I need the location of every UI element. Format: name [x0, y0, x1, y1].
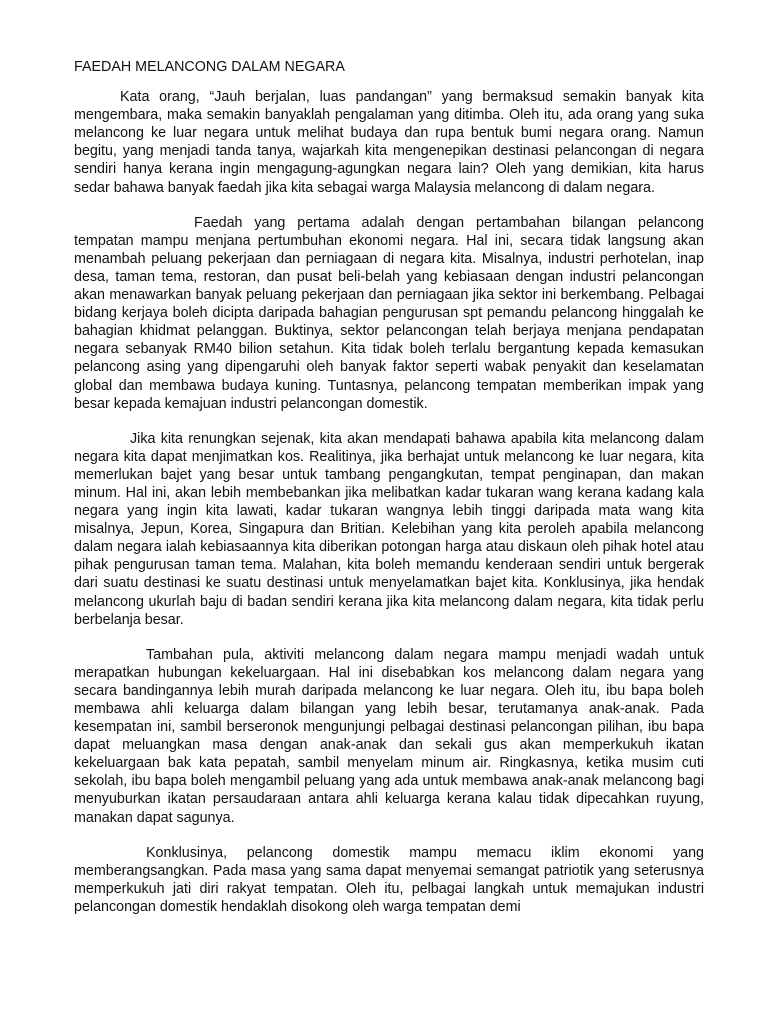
paragraph-economy: Faedah yang pertama adalah dengan pertambahan bilangan pelancong tempatan mampu menjana pertumbuhan ekonomi negara. Hal ini, secara tidak langsung akan menambah peluang pekerjaan dan perniagaan di negara kita. Misalnya, industri perhotelan, inap desa, taman tema, restoran, dan pusat beli-belah yang kebiasaan dengan industri pelancongan akan menawarkan banyak peluang pekerjaan dan perniagaan jika sektor ini berkembang. Pelbagai bidang kerjaya boleh dicipta daripada bahagian pengurusan spt pemandu pelancong hinggalah ke bahagian khidmat pelanggan. Buktinya, sektor pelancongan telah berjaya menjana pendapatan negara sebanyak RM40 bilion setahun. Kita tidak boleh terlalu bergantung kepada kemasukan pelancong asing yang dipengaruhi oleh banyak faktor seperti wabak penyakit dan keselamatan global dan membawa budaya kuning. Tuntasnya, pelancong tempatan memberikan impak yang besar kepada kemajuan industri pelancongan domestik.	[74, 214, 704, 412]
document-title: FAEDAH MELANCONG DALAM NEGARA	[74, 59, 345, 75]
paragraph-conclusion: Konklusinya, pelancong domestik mampu memacu iklim ekonomi yang memberangsangkan. Pada masa yang sama dapat menyemai semangat patriotik yang seterusnya memperkukuh jati diri rakyat tempatan. Oleh itu, pelbagai langkah untuk memajukan industri pelancongan domestik hendaklah disokong oleh warga tempatan demi	[74, 844, 704, 915]
paragraph-family-bonds: Tambahan pula, aktiviti melancong dalam negara mampu menjadi wadah untuk merapatkan hubungan kekeluargaan. Hal ini disebabkan kos melancong dalam negara yang secara bandingannya lebih murah daripada melancong ke luar negara. Oleh itu, ibu bapa boleh membawa ahli keluarga dalam bilangan yang lebih besar, terutamanya anak-anak. Pada kesempatan ini, sambil berseronok mengunjungi pelbagai destinasi pelancongan pilihan, ibu bapa dapat meluangkan masa dengan anak-anak dan sekali gus akan memperkukuh ikatan kekeluargaan bak kata pepatah, sambil menyelam minum air. Ringkasnya, ketika musim cuti sekolah, ibu bapa boleh mengambil peluang yang ada untuk membawa anak-anak melancong bagi menyuburkan ikatan persaudaraan antara ahli keluarga kerana kalau tidak dipecahkan ruyung, manakan dapat sagunya.	[74, 646, 704, 826]
paragraph-introduction: Kata orang, “Jauh berjalan, luas pandangan” yang bermaksud semakin banyak kita mengembara, maka semakin banyaklah pengalaman yang ditimba. Oleh itu, ada orang yang suka melancong ke luar negara untuk melihat budaya dan rupa bentuk bumi negara orang. Namun begitu, yang menjadi tanda tanya, wajarkah kita mengenepikan destinasi pelancongan di negara sendiri hanya kerana ingin mengagung-agungkan negara lain? Oleh yang demikian, kita harus sedar bahawa banyak faedah jika kita sebagai warga Malaysia melancong di dalam negara.	[74, 89, 704, 196]
document-page	[74, 58, 704, 916]
paragraph-cost-saving: Jika kita renungkan sejenak, kita akan mendapati bahawa apabila kita melancong dalam negara kita dapat menjimatkan kos. Realitinya, jika berhajat untuk melancong ke luar negara, kita memerlukan bajet yang besar untuk tambang pengangkutan, tempat penginapan, dan makan minum. Hal ini, akan lebih membebankan jika melibatkan kadar tukaran wang kerana kadang kala negara yang ingin kita lawati, kadar tukaran wangnya lebih tinggi daripada mata wang kita misalnya, Jepun, Korea, Singapura dan Britian. Kelebihan yang kita peroleh apabila melancong dalam negara ialah kebiasaannya kita diberikan potongan harga atau diskaun oleh pihak hotel atau pihak pengurusan taman tema. Malahan, kita boleh memandu kenderaan sendiri untuk bergerak dari suatu destinasi ke suatu destinasi untuk menyelamatkan bajet kita. Konklusinya, jika hendak melancong ukurlah baju di badan sendiri kerana jika kita melancong dalam negara, kita tidak perlu berbelanja besar.	[74, 430, 704, 628]
